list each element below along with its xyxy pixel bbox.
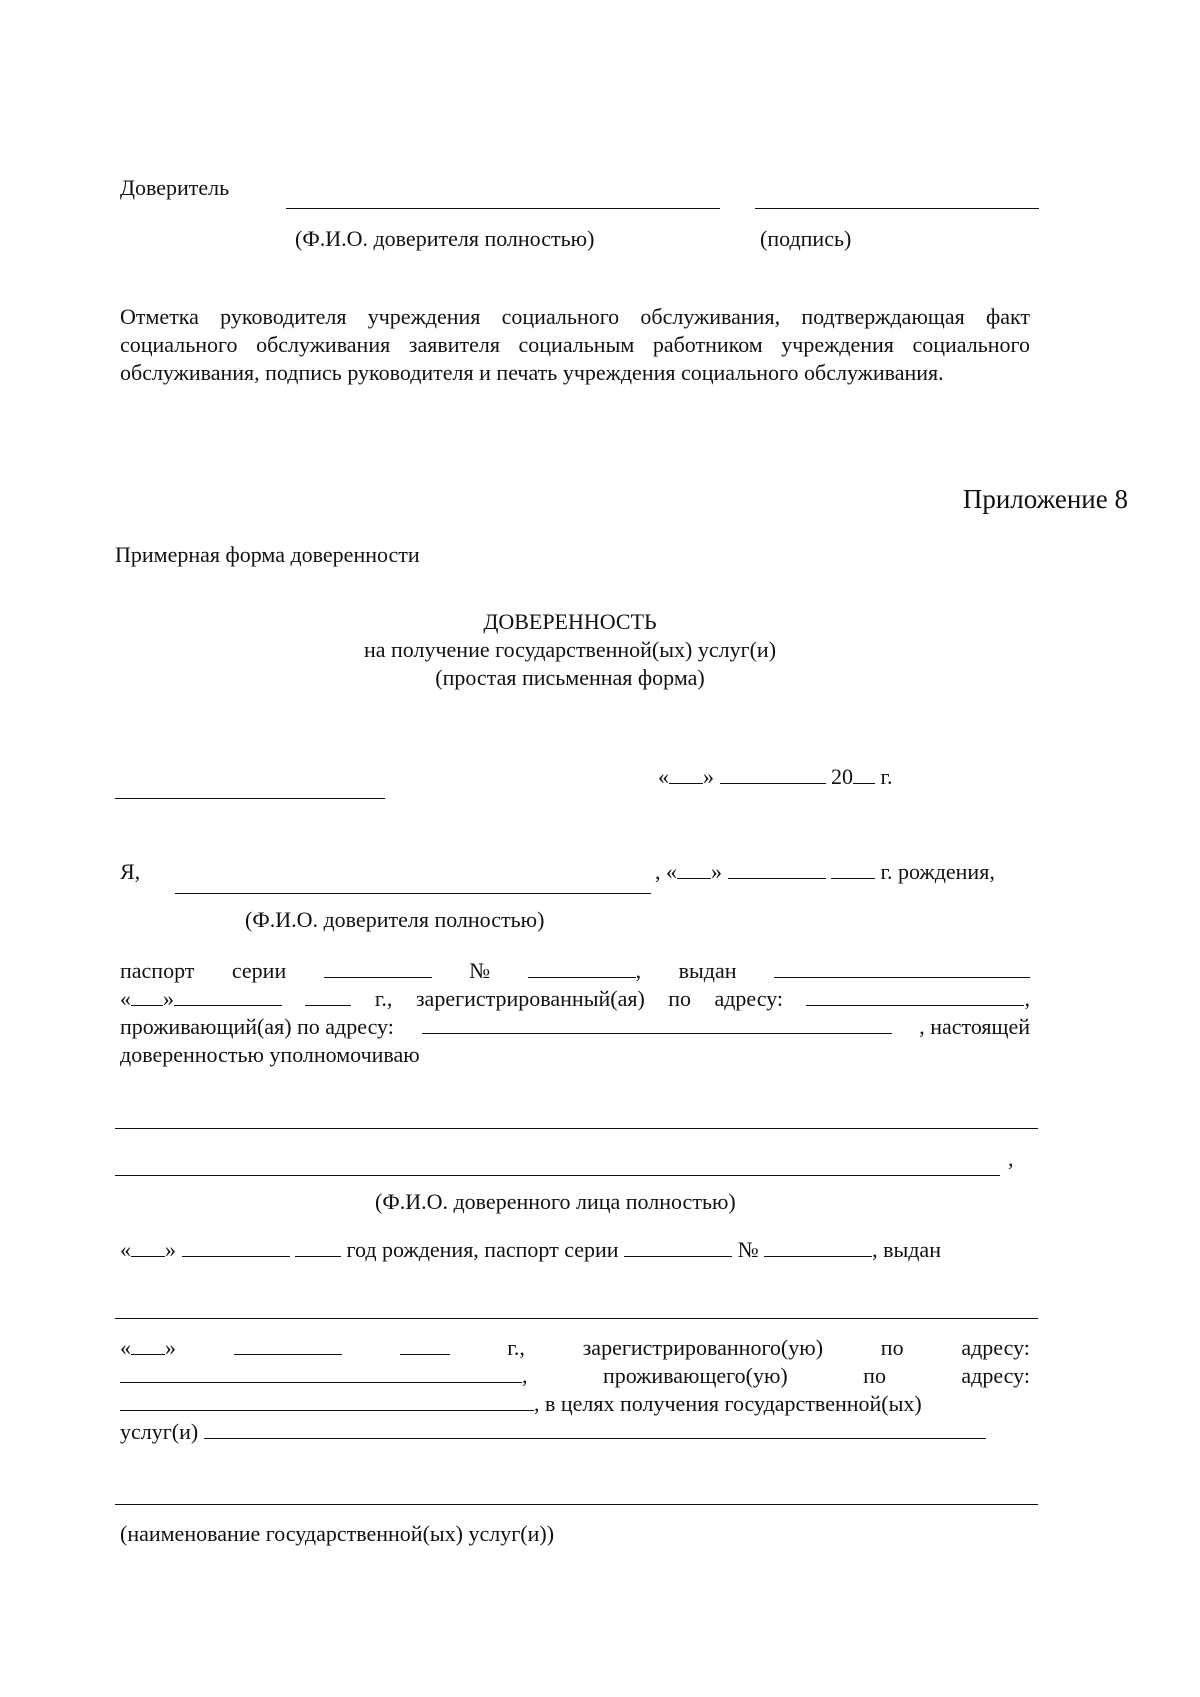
agent-birth-month-field[interactable] [182,1236,290,1257]
date-day-field[interactable] [669,763,703,784]
agent-purpose-row [120,1390,1030,1418]
agent-issue-day-field[interactable] [131,1334,165,1355]
agent-passport-number-field[interactable] [764,1236,872,1257]
agent-fio-line-1[interactable] [115,1128,1038,1129]
birth-close: » [711,859,722,884]
birth-month-field[interactable] [728,858,826,879]
address-word: адресу: [961,1335,1030,1360]
issued-word: , выдан [872,1237,941,1262]
agent-fio-line-2[interactable] [115,1175,1000,1176]
services-row [120,1418,986,1446]
date-month-field[interactable] [720,763,826,784]
address-word: адресу: [714,986,784,1011]
document-form-type: (простая письменная форма) [435,665,705,690]
agent-registration-address-field[interactable] [120,1362,522,1383]
issue-month-field[interactable] [174,985,282,1006]
q-open: « [120,1335,131,1360]
birth-passport-text: год рождения, паспорт серии [346,1237,619,1262]
q-open: « [120,986,131,1011]
birth-day-field[interactable] [677,858,711,879]
registered-word: зарегистрированного(ую) [582,1335,824,1360]
agent-living-address-field[interactable] [120,1390,534,1411]
service-caption: (наименование государственной(ых) услуг(и)) [120,1521,555,1546]
principal-birth [655,858,995,886]
po-word: по [880,1335,904,1360]
agent-issue-year-field[interactable] [400,1334,450,1355]
issue-year-field[interactable] [305,985,351,1006]
q-close: » [165,1335,176,1360]
number-sign: № [737,1237,759,1262]
agent-birth-year-field[interactable] [295,1236,341,1257]
date-year-prefix: 20 [831,764,853,789]
living-word: проживающего(ую) [602,1363,788,1388]
social-service-note: Отметка руководителя учреждения социального обслуживания, подтверждающая факт социального обслуживания заявителя социальным работником учреждения социального обслуживания, подпись руководителя и печать учреждения социального обслуживания. [120,304,1030,385]
principal-i: Я, [120,859,141,884]
comma: , [522,1363,528,1388]
passport-issued-field[interactable] [774,957,1030,978]
date-open-quote: « [658,764,669,789]
signature-caption: (подпись) [760,226,852,251]
living-row [120,1013,1030,1041]
birth-suffix: г. рождения, [880,859,995,884]
authorize-text: доверенностью уполномочиваю [120,1042,420,1067]
principal-fio-line[interactable] [286,208,720,209]
principal-fio-caption: (Ф.И.О. доверителя полностью) [245,907,545,932]
agent-passport-series-field[interactable] [624,1236,732,1257]
services-word: услуг(и) [120,1419,199,1444]
registration-address-field[interactable] [806,985,1024,1006]
document-subtitle: на получение государственной(ых) услуг(и) [363,637,777,662]
living-address-field[interactable] [422,1013,892,1034]
comma: , [635,958,642,983]
appendix-number: Приложение 8 [962,484,1128,514]
agent-living-row [120,1362,1030,1390]
passport-row [120,957,1030,985]
hereby-word: , настоящей [919,1014,1030,1039]
comma: , [1024,986,1030,1011]
issue-day-field[interactable] [131,985,163,1006]
po-word: по [668,986,692,1011]
year-g: г., [507,1335,525,1360]
passport-number-field[interactable] [528,957,636,978]
date-year-suffix: г. [880,764,893,789]
year-g: г., [374,986,393,1011]
agent-registration-row [120,1334,1030,1362]
birth-year-field[interactable] [831,858,875,879]
principal-fio-field[interactable] [175,893,651,894]
series-word: серии [231,958,287,983]
agent-issue-month-field[interactable] [234,1334,342,1355]
principal-signature-line[interactable] [755,208,1039,209]
q-close: » [163,986,174,1011]
registration-row [120,985,1030,1013]
issued-word: выдан [678,958,737,983]
q-open: « [120,1237,131,1262]
number-sign: № [469,958,491,983]
agent-birth-day-field[interactable] [131,1236,165,1257]
agent-trailing-comma: , [1008,1146,1014,1171]
date-close-quote: » [703,764,714,789]
services-field[interactable] [204,1418,986,1439]
q-close: » [165,1237,176,1262]
passport-word: паспорт [120,958,195,983]
agent-birth-row [120,1236,941,1264]
principal-label: Доверитель [120,175,230,200]
fio-caption: (Ф.И.О. доверителя полностью) [295,226,595,251]
document-title: ДОВЕРЕННОСТЬ [483,609,657,634]
registered-word: зарегистрированный(ая) [415,986,645,1011]
date-year-field[interactable] [853,763,875,784]
address-word: адресу: [961,1363,1030,1388]
birth-open: , « [655,859,677,884]
service-name-line[interactable] [115,1504,1038,1505]
form-label: Примерная форма доверенности [115,542,420,567]
purpose-text: , в целях получения государственной(ых) [534,1391,922,1416]
po-word: по [863,1363,886,1388]
place-line[interactable] [115,798,385,799]
agent-fio-caption: (Ф.И.О. доверенного лица полностью) [375,1189,736,1214]
passport-series-field[interactable] [324,957,432,978]
date-line [658,763,893,791]
living-word: проживающий(ая) по адресу: [120,1014,394,1039]
agent-issued-line[interactable] [115,1318,1038,1319]
